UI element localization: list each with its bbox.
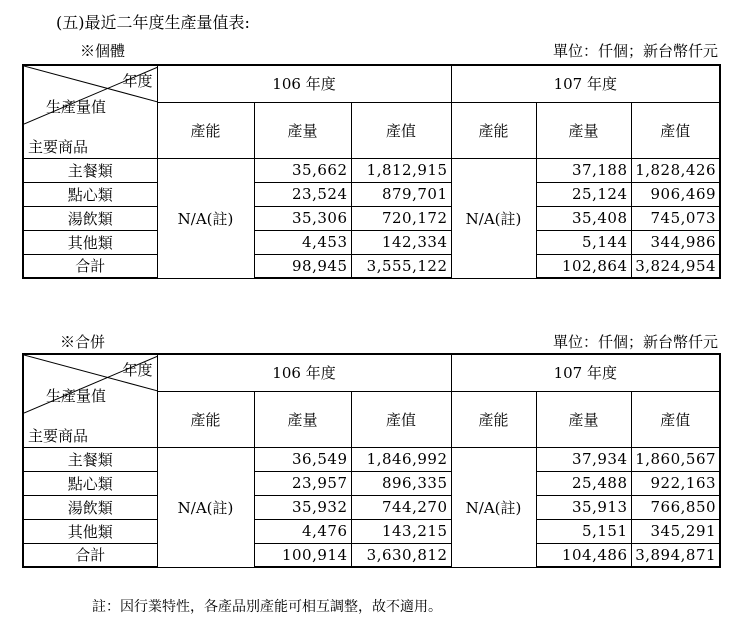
value-106: 720,172 [351,206,451,230]
value-106: 879,701 [351,182,451,206]
col-value-107: 產值 [631,391,720,447]
table-row [23,206,720,230]
value-106: 142,334 [351,230,451,254]
row-product-name: 主餐類 [23,158,157,182]
total-quantity-106: 100,914 [254,543,351,567]
col-value-106: 產值 [351,102,451,158]
row-product-name: 點心類 [23,182,157,206]
row-product-name: 點心類 [23,471,157,495]
value-107: 906,469 [631,182,720,206]
value-107: 1,828,426 [631,158,720,182]
year-header-106: 106 年度 [157,354,451,391]
quantity-107: 37,934 [536,447,631,471]
total-label: 合計 [23,254,157,278]
corner-year-label: 年度 [122,72,153,90]
year-header-107: 107 年度 [451,65,720,102]
production-table-consolidated [22,353,721,568]
production-table-individual [22,64,721,279]
value-107: 344,986 [631,230,720,254]
corner-product-label: 主要商品 [28,427,89,445]
row-product-name: 湯飲類 [23,206,157,230]
quantity-106: 35,662 [254,158,351,182]
quantity-106: 4,453 [254,230,351,254]
quantity-106: 23,957 [254,471,351,495]
col-quantity-106: 產量 [254,102,351,158]
year-header-106: 106 年度 [157,65,451,102]
value-107: 922,163 [631,471,720,495]
quantity-107: 25,488 [536,471,631,495]
total-row [23,543,720,567]
quantity-106: 36,549 [254,447,351,471]
col-quantity-107: 產量 [536,102,631,158]
row-product-name: 湯飲類 [23,495,157,519]
table-row [23,471,720,495]
value-107: 345,291 [631,519,720,543]
total-value-106: 3,630,812 [351,543,451,567]
unit-label: 單位：仟個；新台幣仟元 [552,333,718,351]
value-106: 1,812,915 [351,158,451,182]
table-row [23,158,720,182]
capacity-na-106: N/A(註) [157,447,254,567]
value-107: 766,850 [631,495,720,519]
unit-label: 單位：仟個；新台幣仟元 [552,42,718,60]
table-row [23,519,720,543]
capacity-na-106: N/A(註) [157,158,254,278]
corner-header [23,65,157,158]
corner-measure-label: 生產量值 [46,98,107,116]
row-product-name: 其他類 [23,230,157,254]
value-106: 744,270 [351,495,451,519]
value-107: 745,073 [631,206,720,230]
col-capacity-106: 產能 [157,391,254,447]
corner-measure-label: 生產量值 [46,387,107,405]
table-heading-consolidated: ※合併 [60,333,106,351]
quantity-106: 35,932 [254,495,351,519]
quantity-106: 35,306 [254,206,351,230]
value-106: 1,846,992 [351,447,451,471]
col-capacity-107: 產能 [451,391,536,447]
capacity-na-107: N/A(註) [451,447,536,567]
capacity-na-107: N/A(註) [451,158,536,278]
footnote: 註：因行業特性，各產品別產能可相互調整，故不適用。 [92,599,442,615]
quantity-107: 35,913 [536,495,631,519]
value-106: 896,335 [351,471,451,495]
quantity-107: 35,408 [536,206,631,230]
section-title: (五)最近二年度生產量值表: [56,13,250,32]
corner-product-label: 主要商品 [28,138,89,156]
quantity-107: 37,188 [536,158,631,182]
quantity-106: 23,524 [254,182,351,206]
corner-header [23,354,157,447]
quantity-107: 5,151 [536,519,631,543]
total-value-106: 3,555,122 [351,254,451,278]
col-value-107: 產值 [631,102,720,158]
value-107: 1,860,567 [631,447,720,471]
table-row [23,495,720,519]
col-capacity-106: 產能 [157,102,254,158]
table-row [23,447,720,471]
col-capacity-107: 產能 [451,102,536,158]
total-quantity-107: 102,864 [536,254,631,278]
quantity-107: 5,144 [536,230,631,254]
col-value-106: 產值 [351,391,451,447]
year-header-107: 107 年度 [451,354,720,391]
quantity-106: 4,476 [254,519,351,543]
row-product-name: 主餐類 [23,447,157,471]
total-value-107: 3,894,871 [631,543,720,567]
table-heading-individual: ※個體 [80,42,126,60]
total-quantity-107: 104,486 [536,543,631,567]
col-quantity-106: 產量 [254,391,351,447]
value-106: 143,215 [351,519,451,543]
quantity-107: 25,124 [536,182,631,206]
total-quantity-106: 98,945 [254,254,351,278]
corner-year-label: 年度 [122,361,153,379]
table-row [23,182,720,206]
total-value-107: 3,824,954 [631,254,720,278]
row-product-name: 其他類 [23,519,157,543]
total-row [23,254,720,278]
total-label: 合計 [23,543,157,567]
table-row [23,230,720,254]
col-quantity-107: 產量 [536,391,631,447]
